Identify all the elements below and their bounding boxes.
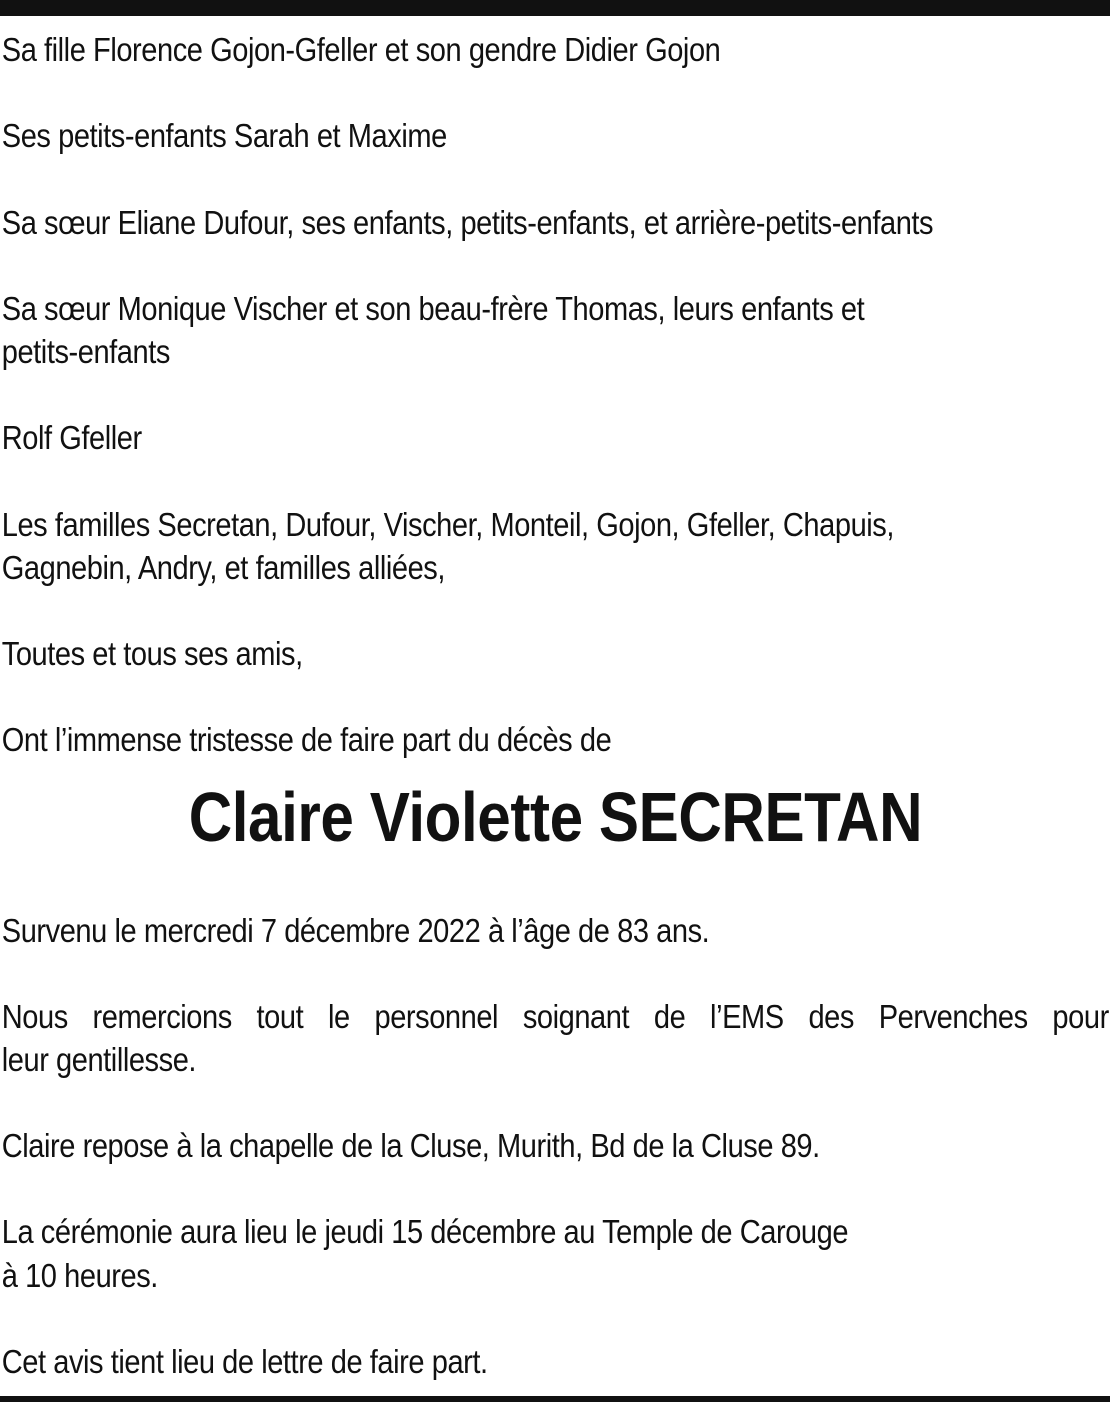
family-line-sister-monique: Sa sœur Monique Vischer et son beau-frère Thomas, leurs enfants et [1, 290, 865, 327]
thanks-line-cont: leur gentillesse. [1, 1041, 197, 1078]
family-line-rolf: Rolf Gfeller [1, 419, 142, 456]
thanks-line: Nous remercions tout le personnel soignant de l’EMS des Pervenches pour [1, 998, 1109, 1035]
family-line-sister-monique-cont: petits-enfants [1, 333, 170, 370]
closing-line: Cet avis tient lieu de lettre de faire part. [1, 1343, 488, 1380]
family-line-grandchildren: Ses petits-enfants Sarah et Maxime [1, 117, 447, 154]
family-line-daughter: Sa fille Florence Gojon-Gfeller et son gendre Didier Gojon [1, 31, 721, 68]
announcement-line: Ont l’immense tristesse de faire part du décès de [1, 721, 612, 758]
deceased-name-text: Claire Violette SECRETAN [188, 778, 922, 856]
family-line-families: Les familles Secretan, Dufour, Vischer, Monteil, Gojon, Gfeller, Chapuis, [1, 506, 895, 543]
ceremony-line: La cérémonie aura lieu le jeudi 15 décembre au Temple de Carouge [1, 1213, 849, 1250]
resting-place-line: Claire repose à la chapelle de la Cluse, Murith, Bd de la Cluse 89. [1, 1127, 820, 1164]
deceased-name [0, 774, 1110, 860]
top-rule [0, 0, 1110, 16]
family-line-families-cont: Gagnebin, Andry, et familles alliées, [1, 549, 445, 586]
ceremony-time-line: à 10 heures. [1, 1257, 158, 1294]
family-line-friends: Toutes et tous ses amis, [1, 635, 303, 672]
bottom-rule [0, 1396, 1110, 1402]
death-date-line: Survenu le mercredi 7 décembre 2022 à l’âge de 83 ans. [1, 912, 710, 949]
family-line-sister-eliane: Sa sœur Eliane Dufour, ses enfants, petits-enfants, et arrière-petits-enfants [1, 204, 934, 241]
